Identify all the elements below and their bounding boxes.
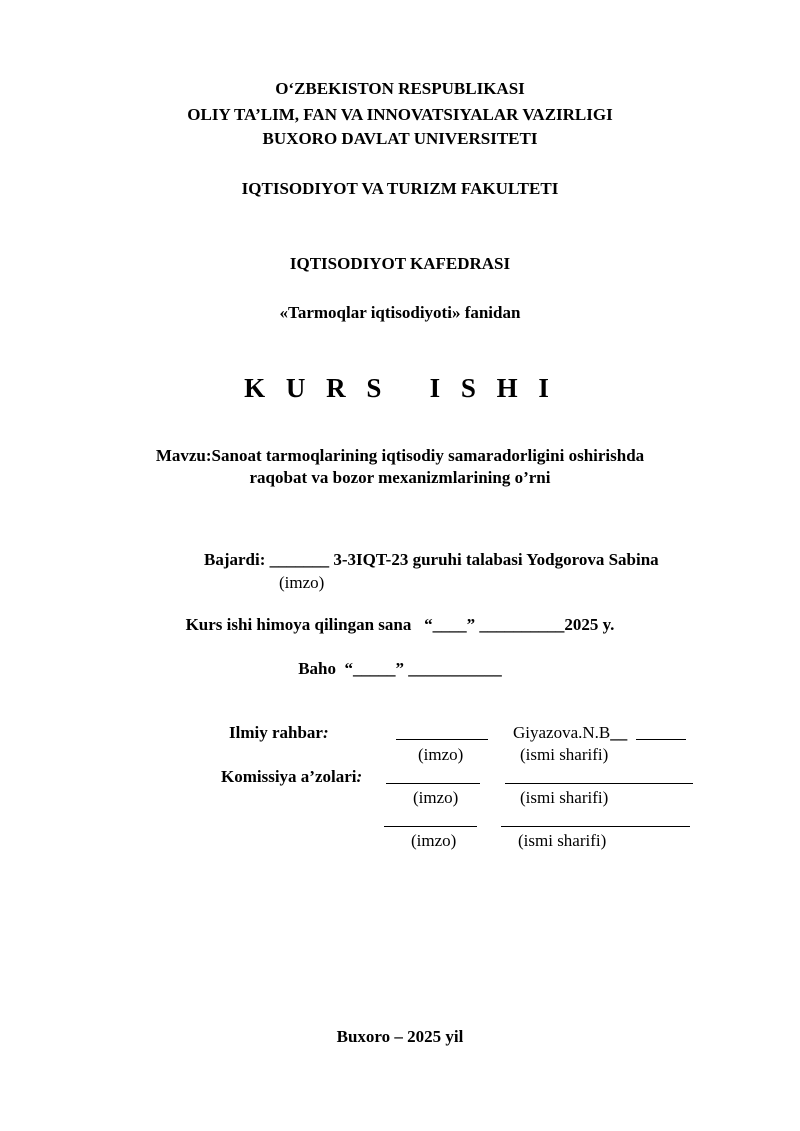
faculty-name: IQTISODIYOT VA TURIZM FAKULTETI xyxy=(241,179,559,198)
supervisor-label: Ilmiy rahbar: xyxy=(229,723,329,742)
commission-name-line-1 xyxy=(505,783,693,784)
ministry-line-1: O‘ZBEKISTON RESPUBLIKASI xyxy=(275,79,525,98)
topic-line-2: raqobat va bozor mexanizmlarining o’rni xyxy=(249,468,551,487)
commission-sign-caption-1: (imzo) xyxy=(413,788,459,807)
supervisor-signature-line xyxy=(396,739,488,740)
commission-label: Komissiya a’zolari: xyxy=(221,767,363,786)
commission-name-line-2 xyxy=(501,826,690,827)
grade-line: Baho “_____” ___________ xyxy=(298,659,502,678)
performer-signature-blank: _______ xyxy=(269,550,330,569)
topic-line-1: Mavzu:Sanoat tarmoqlarining iqtisodiy samaradorligini oshirishda xyxy=(155,446,645,465)
city-year: Buxoro – 2025 yil xyxy=(336,1027,464,1046)
department-name: IQTISODIYOT KAFEDRASI xyxy=(289,254,511,273)
commission-colon: : xyxy=(356,767,363,786)
performer-line xyxy=(204,549,659,570)
document-title: K U R S I S H I xyxy=(244,373,556,403)
ministry-line-2: OLIY TA’LIM, FAN VA INNOVATSIYALAR VAZIRLIGI xyxy=(187,105,613,124)
performer-sign-caption: (imzo) xyxy=(279,573,325,592)
commission-name-caption-2: (ismi sharifi) xyxy=(518,831,607,850)
performer-info: 3-3IQT-23 guruhi talabasi Yodgorova Sabina xyxy=(333,550,659,569)
supervisor-name: Giyazova.N.B__ xyxy=(513,723,628,742)
supervisor-colon: : xyxy=(322,723,329,742)
commission-sign-caption-2: (imzo) xyxy=(411,831,457,850)
defense-date-line: Kurs ishi himoya qilingan sana “____” __________2025 y. xyxy=(185,615,615,634)
supervisor-name-caption: (ismi sharifi) xyxy=(520,745,609,764)
commission-signature-line-2 xyxy=(384,826,477,827)
supervisor-sign-caption: (imzo) xyxy=(418,745,464,764)
performer-label: Bajardi: xyxy=(204,550,266,569)
commission-name-caption-1: (ismi sharifi) xyxy=(520,788,609,807)
supervisor-name-line xyxy=(636,739,686,740)
supervisor-name-tail: __ xyxy=(610,723,628,742)
commission-signature-line-1 xyxy=(386,783,480,784)
subject-line: «Tarmoqlar iqtisodiyoti» fanidan xyxy=(279,303,521,322)
university-name: BUXORO DAVLAT UNIVERSITETI xyxy=(262,129,538,148)
